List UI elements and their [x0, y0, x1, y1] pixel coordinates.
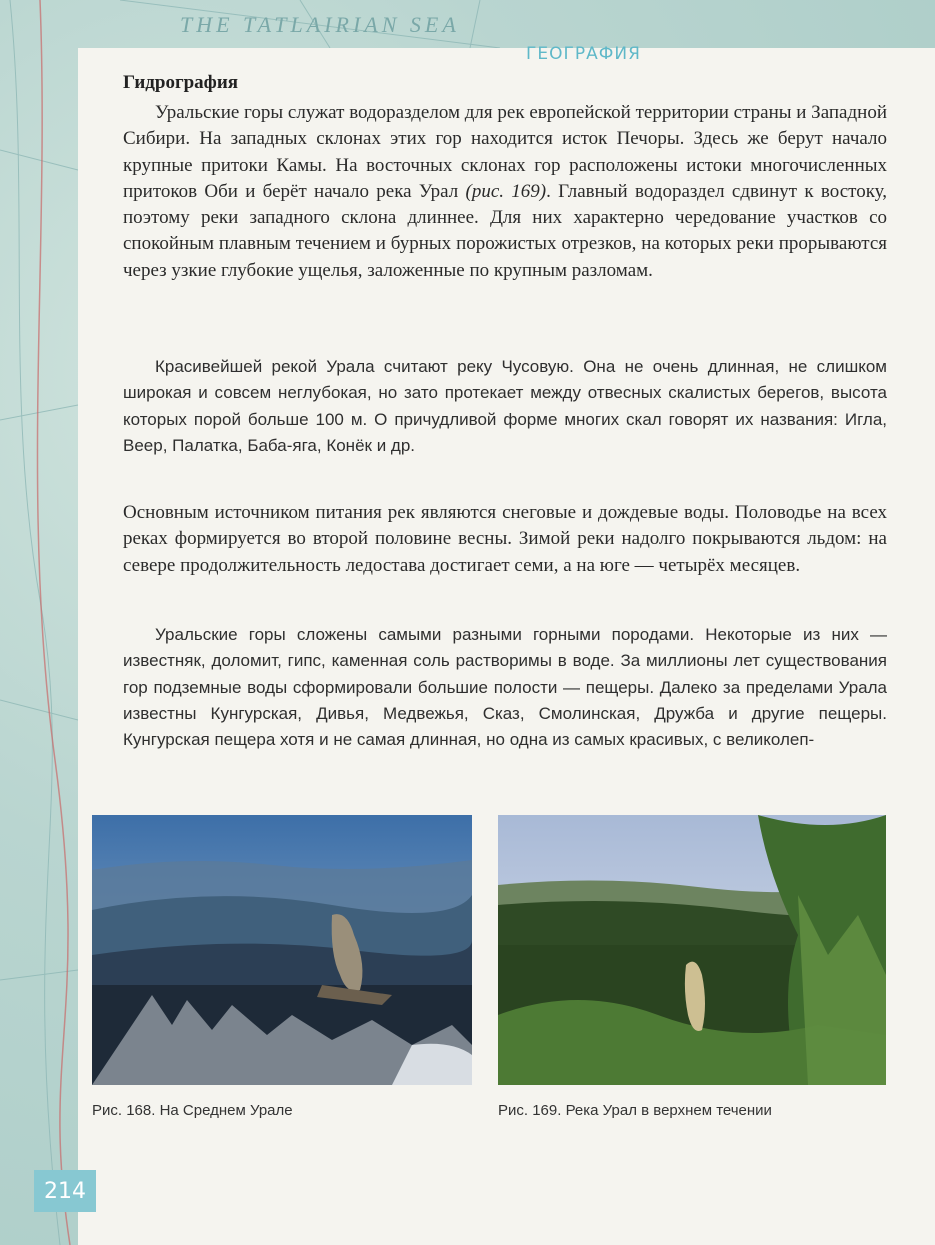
figure-168-caption: Рис. 168. На Среднем Урале — [92, 1102, 293, 1119]
page-number: 214 — [34, 1170, 96, 1212]
figure-169-photo — [498, 815, 886, 1085]
paragraph-caves: Уральские горы сложены самыми разными горными породами. Некоторые из них — известняк, доломит, гипс, каменная соль растворимы в воде. За миллионы лет существования гор подземные воды сформировали большие полости — пещеры. Далеко за пределами Урала известны Кунгурская, Дивья, Медвежья, Сказ, Смолинская, Дружба и другие пещеры. Кунгурская пещера хотя и не самая длинная, но одна из самых красивых, с великолеп- — [123, 625, 887, 750]
paragraph-text: Уральские горы служат водоразделом для рек европейской территории страны и Западной Сибири. На западных склонах этих гор находится исток Печоры. Здесь же берут начало крупные притоки Камы. На восточных склонах гор расположены истоки многочисленных притоков Оби и берёт начало река Урал — [123, 102, 887, 202]
paragraph-river-feeding: Основным источником питания рек являются снеговые и дождевые воды. Половодье на всех реках формируется во второй половине весны. Зимой реки надолго покрываются льдом: на севере продолжительность ледостава достигает семи, а на юге — четырёх месяцев. — [123, 502, 887, 576]
paragraph-hydrography — [123, 100, 887, 284]
subject-header: ГЕОГРАФИЯ — [526, 44, 641, 64]
figure-168-photo — [92, 815, 472, 1085]
paragraph-chusovaya: Красивейшей рекой Урала считают реку Чусовую. Она не очень длинная, не слишком широкая и совсем неглубокая, но зато протекает между отвесных скалистых берегов, высота которых порой больше 100 м. О причудливой форме многих скал говорят их названия: Игла, Веер, Палатка, Баба-яга, Конёк и др. — [123, 357, 887, 455]
map-title-text: THE TATLAIRIAN SEA — [180, 12, 460, 37]
section-title: Гидрография — [123, 72, 239, 93]
figure-reference: (рис. 169) — [465, 180, 547, 202]
figure-169-caption: Рис. 169. Река Урал в верхнем течении — [498, 1102, 772, 1119]
paragraph-text: . Главный водораздел сдвинут к востоку, поэтому реки западного склона длиннее. Для них характерно чередование участков со спокойным плавным течением и бурных порожистых отрезков, на которых реки прорываются через узкие глубокие ущелья, заложенные по крупным разломам. — [123, 180, 887, 281]
